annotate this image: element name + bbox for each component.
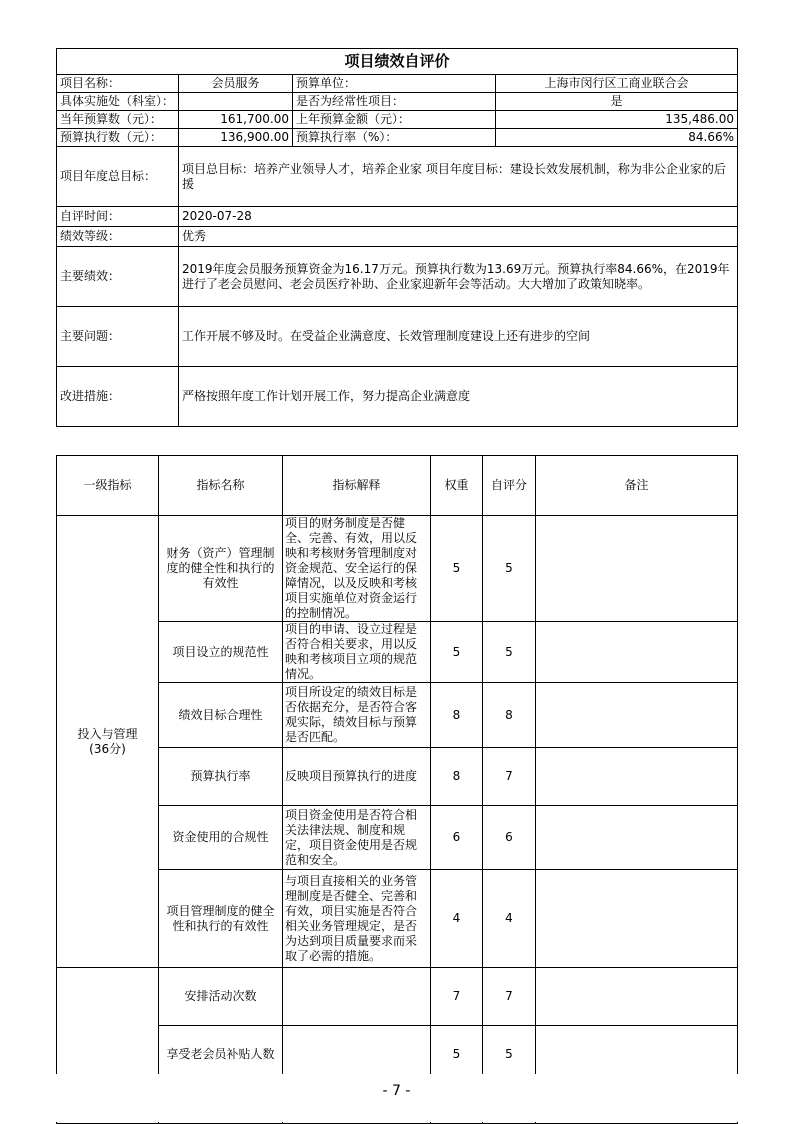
project-name-value: 会员服务	[179, 75, 293, 93]
page-number: - 7 -	[382, 1083, 411, 1099]
indicator-name: 绩效目标合理性	[159, 683, 283, 748]
project-name-label: 项目名称：	[57, 75, 179, 93]
indicator-score: 4	[483, 870, 536, 968]
indicator-note	[536, 516, 738, 622]
problems-label: 主要问题：	[57, 307, 179, 367]
indicator-name: 享受老会员补贴人数	[159, 1026, 283, 1084]
goal-label: 项目年度总目标：	[57, 147, 179, 207]
page-title: 项目绩效自评价	[57, 49, 738, 75]
header-level1: 一级指标	[57, 456, 159, 516]
indicator-desc: 反映项目预算执行的进度	[283, 748, 431, 806]
dept-value	[179, 93, 293, 111]
table-row	[57, 870, 738, 968]
indicator-note	[536, 683, 738, 748]
problems-text: 工作开展不够及时。在受益企业满意度、长效管理制度建设上还有进步的空间	[179, 307, 738, 367]
exec-rate-label: 预算执行率（%）：	[293, 129, 496, 147]
indicator-weight: 4	[431, 870, 483, 968]
table-row	[57, 968, 738, 1026]
indicator-weight: 5	[431, 516, 483, 622]
indicator-note	[536, 622, 738, 683]
current-budget-value: 161,700.00	[179, 111, 293, 129]
prev-budget-label: 上年预算金额（元）：	[293, 111, 496, 129]
indicator-score: 5	[483, 622, 536, 683]
indicator-desc: 项目所设定的绩效目标是否依据充分，是否符合客观实际，绩效目标与预算是否匹配。	[283, 683, 431, 748]
indicator-weight: 8	[431, 683, 483, 748]
performance-text: 2019年度会员服务预算资金为16.17万元。预算执行数为13.69万元。预算执行率84.66%，在2019年进行了老会员慰问、老会员医疗补助、企业家迎新年会等活动。大大增加了政策知晓率。	[179, 247, 738, 307]
indicator-note	[536, 748, 738, 806]
indicator-desc: 项目的申请、设立过程是否符合相关要求，用以反映和考核项目立项的规范情况。	[283, 622, 431, 683]
header-row	[57, 456, 738, 516]
header-desc: 指标解释	[283, 456, 431, 516]
indicator-name: 资金使用的合规性	[159, 806, 283, 870]
indicator-note	[536, 806, 738, 870]
grade-value: 优秀	[179, 227, 738, 247]
table-row	[57, 806, 738, 870]
indicator-score: 7	[483, 968, 536, 1026]
budget-unit-label: 预算单位：	[293, 75, 496, 93]
indicator-desc: 与项目直接相关的业务管理制度是否健全、完善和有效，项目实施是否符合相关业务管理规定，是否为达到项目质量要求而采取了必需的措施。	[283, 870, 431, 968]
indicator-desc: 项目的财务制度是否健全、完善、有效，用以反映和考核财务管理制度对资金规范、安全运行的保障情况，以及反映和考核项目实施单位对资金运行的控制情况。	[283, 516, 431, 622]
table-row	[57, 622, 738, 683]
indicator-desc: 项目资金使用是否符合相关法律法规、制度和规定，项目资金使用是否规范和安全。	[283, 806, 431, 870]
table-row	[57, 748, 738, 806]
recurring-label: 是否为经常性项目：	[293, 93, 496, 111]
indicator-score: 8	[483, 683, 536, 748]
table-row	[57, 516, 738, 622]
dept-label: 具体实施处（科室）：	[57, 93, 179, 111]
exec-amount-value: 136,900.00	[179, 129, 293, 147]
indicator-weight: 8	[431, 748, 483, 806]
indicator-weight: 5	[431, 1026, 483, 1084]
current-budget-label: 当年预算数（元）：	[57, 111, 179, 129]
indicator-weight: 5	[431, 622, 483, 683]
indicator-score: 5	[483, 516, 536, 622]
recurring-value: 是	[496, 93, 738, 111]
prev-budget-value: 135,486.00	[496, 111, 738, 129]
indicator-name: 财务（资产）管理制度的健全性和执行的有效性	[159, 516, 283, 622]
header-name: 指标名称	[159, 456, 283, 516]
eval-time-value: 2020-07-28	[179, 207, 738, 227]
measures-label: 改进措施：	[57, 367, 179, 427]
indicator-note	[536, 870, 738, 968]
grade-label: 绩效等级：	[57, 227, 179, 247]
indicator-score: 7	[483, 748, 536, 806]
budget-unit-value: 上海市闵行区工商业联合会	[496, 75, 738, 93]
group-label: 投入与管理 (36分)	[57, 516, 159, 968]
summary-table	[56, 48, 738, 427]
exec-amount-label: 预算执行数（元）：	[57, 129, 179, 147]
goal-text: 项目总目标：培养产业领导人才，培养企业家 项目年度目标：建设长效发展机制，称为非公企业家的后援	[179, 147, 738, 207]
header-score: 自评分	[483, 456, 536, 516]
indicator-note	[536, 968, 738, 1026]
eval-time-label: 自评时间：	[57, 207, 179, 227]
indicator-name: 项目设立的规范性	[159, 622, 283, 683]
indicator-name: 项目管理制度的健全性和执行的有效性	[159, 870, 283, 968]
table-row	[57, 683, 738, 748]
indicator-weight: 6	[431, 806, 483, 870]
header-note: 备注	[536, 456, 738, 516]
indicator-score: 5	[483, 1026, 536, 1084]
indicator-name: 安排活动次数	[159, 968, 283, 1026]
measures-text: 严格按照年度工作计划开展工作，努力提高企业满意度	[179, 367, 738, 427]
indicator-table	[56, 455, 738, 1124]
header-weight: 权重	[431, 456, 483, 516]
performance-label: 主要绩效：	[57, 247, 179, 307]
indicator-desc	[283, 968, 431, 1026]
indicator-name: 预算执行率	[159, 748, 283, 806]
exec-rate-value: 84.66%	[496, 129, 738, 147]
indicator-weight: 7	[431, 968, 483, 1026]
indicator-score: 6	[483, 806, 536, 870]
